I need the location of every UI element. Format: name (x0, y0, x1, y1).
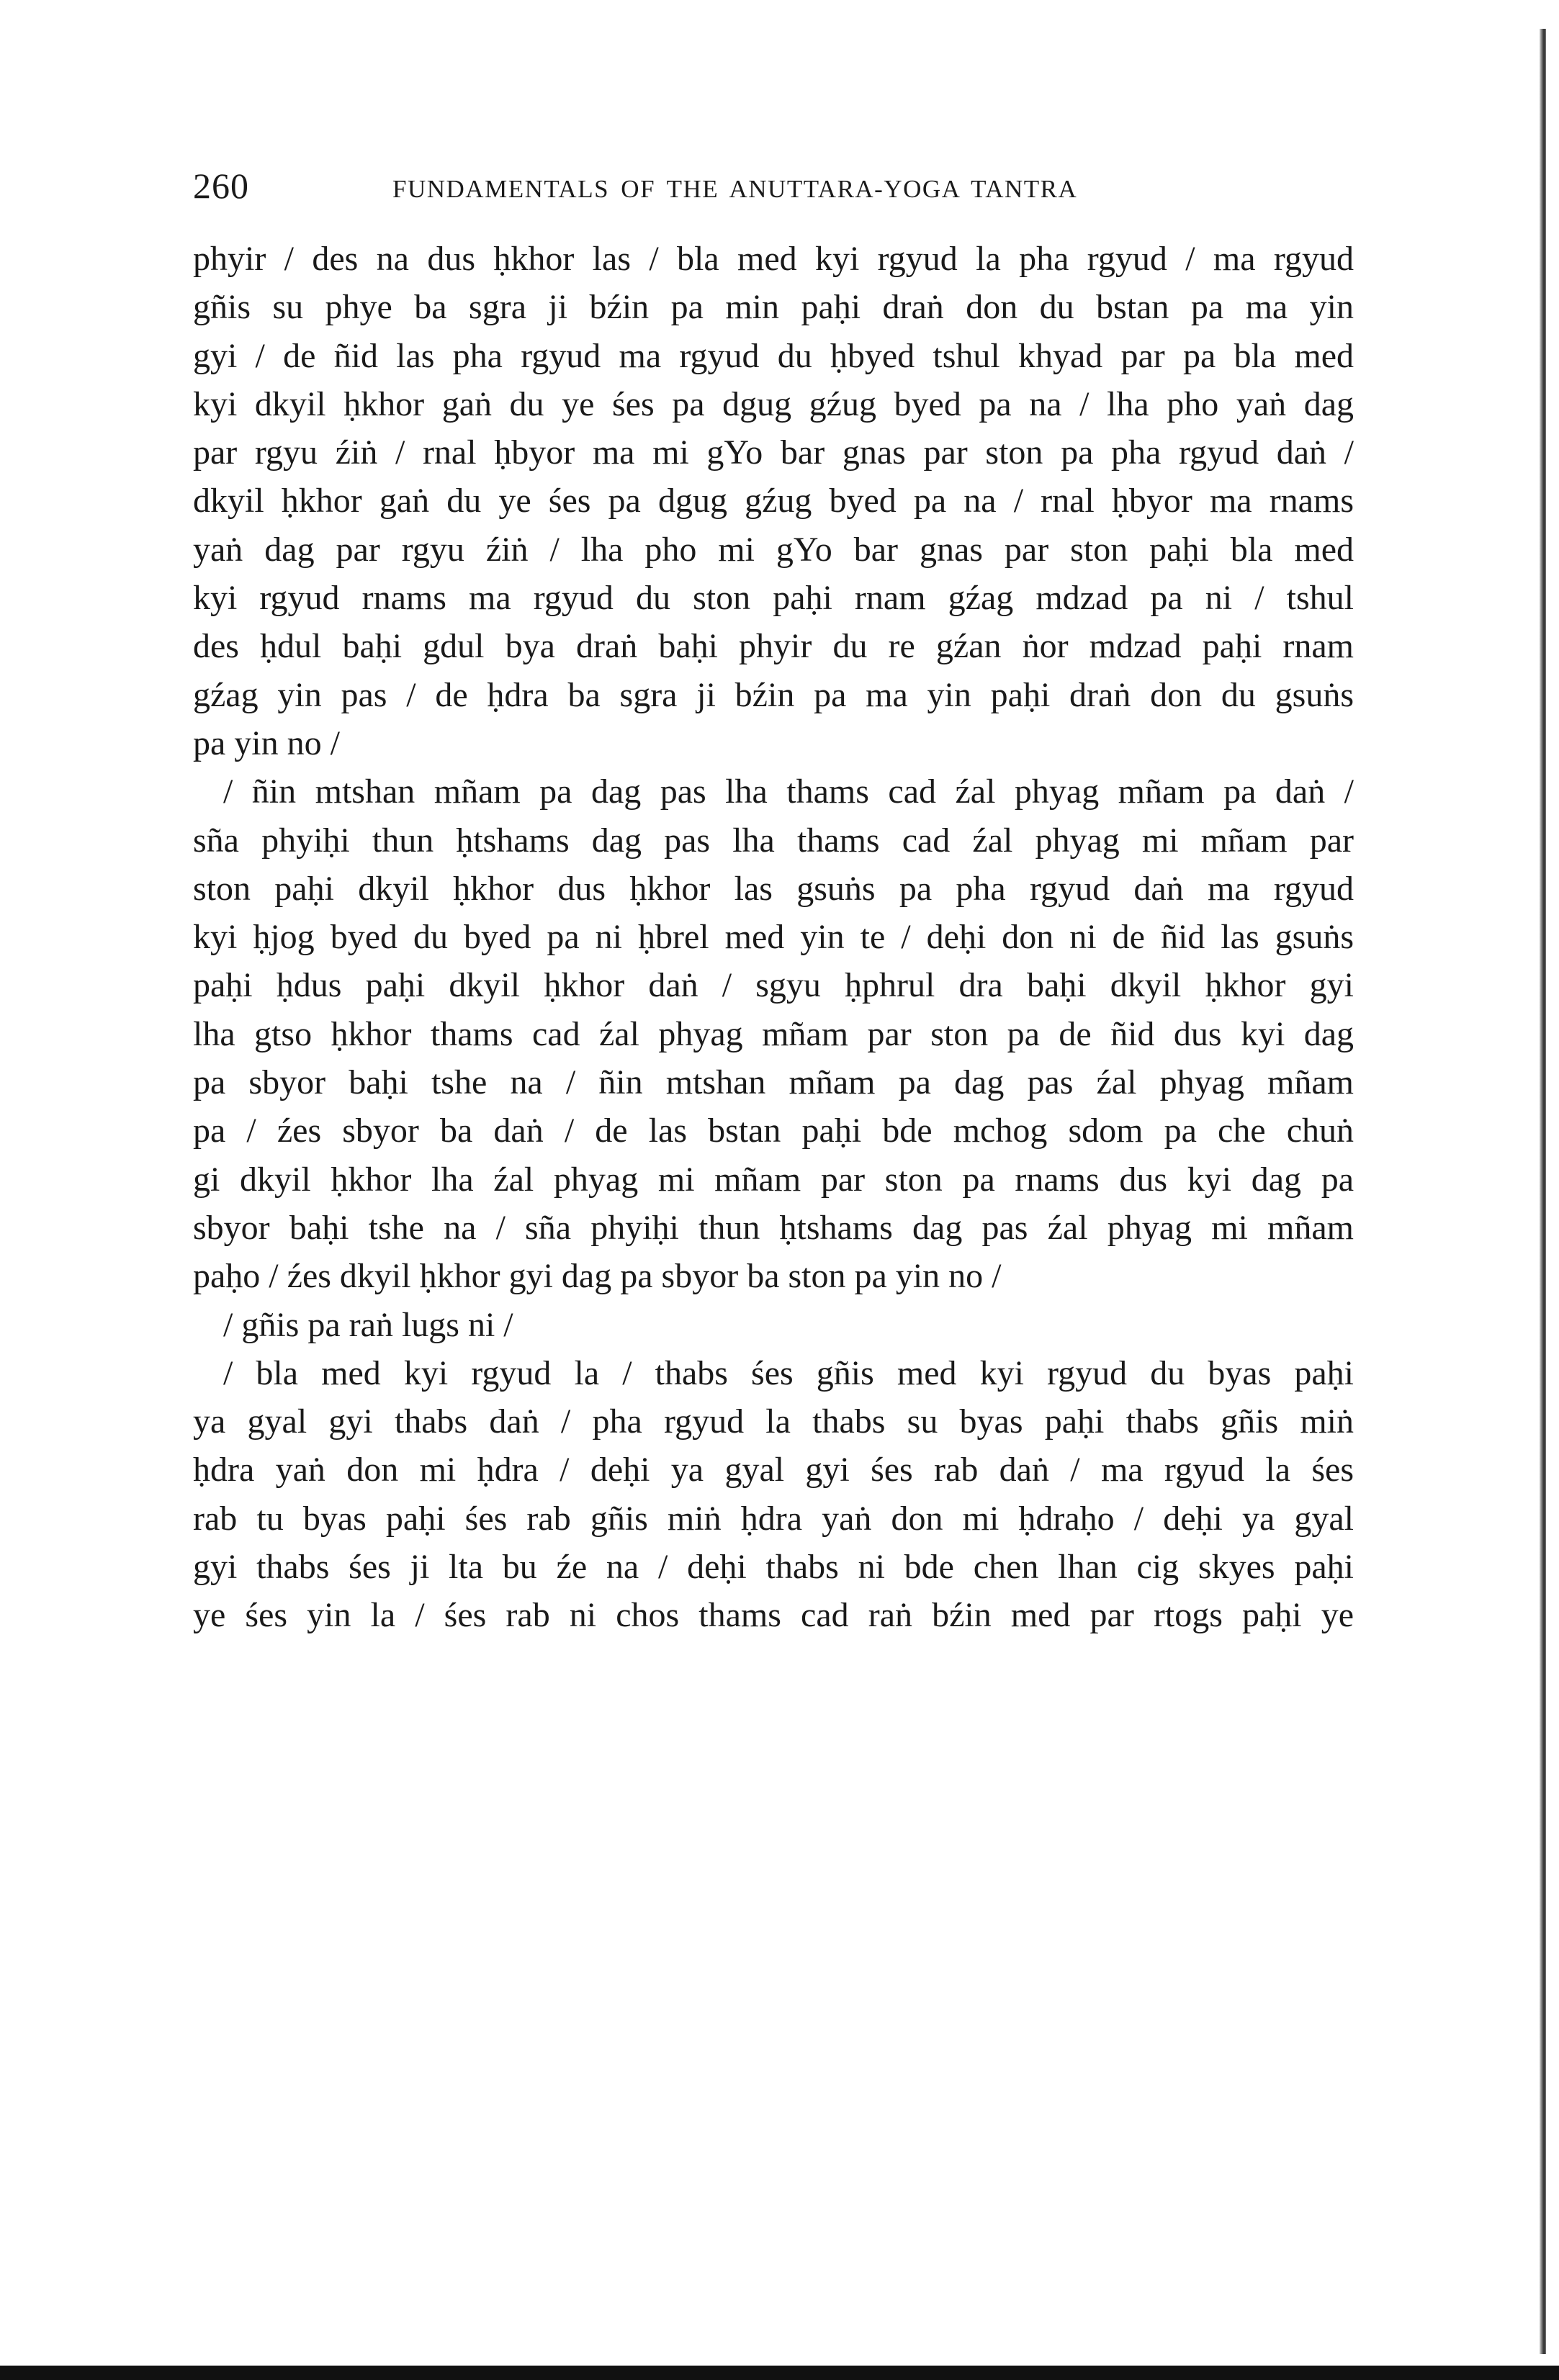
text-line: yaṅ dag par rgyu źiṅ / lha pho mi gYo bar gnas par ston paḥi bla med (193, 530, 1354, 569)
text-line: par rgyu źiṅ / rnal ḥbyor ma mi gYo bar gnas par ston pa pha rgyud daṅ / (193, 433, 1354, 472)
running-title: FUNDAMENTALS OF THE ANUTTARA-YOGA TANTRA (392, 175, 1078, 203)
text-line: gźag yin pas / de ḥdra ba sgra ji bźin pa ma yin paḥi draṅ don du gsuṅs (193, 675, 1354, 714)
text-line: ston paḥi dkyil ḥkhor dus ḥkhor las gsuṅs pa pha rgyud daṅ ma rgyud (193, 869, 1354, 908)
text-line: / ñin mtshan mñam pa dag pas lha thams cad źal phyag mñam pa daṅ / (223, 772, 1354, 811)
text-line: kyi ḥjog byed du byed pa ni ḥbrel med yin te / deḥi don ni de ñid las gsuṅs (193, 918, 1354, 957)
body-text (193, 235, 1354, 1640)
text-line: pa sbyor baḥi tshe na / ñin mtshan mñam pa dag pas źal phyag mñam (193, 1063, 1354, 1102)
text-line: des ḥdul baḥi gdul bya draṅ baḥi phyir du re gźan ṅor mdzad paḥi rnam (193, 627, 1354, 666)
text-line: kyi rgyud rnams ma rgyud du ston paḥi rnam gźag mdzad pa ni / tshul (193, 579, 1354, 618)
text-line: gñis su phye ba sgra ji bźin pa min paḥi draṅ don du bstan pa ma yin (193, 288, 1354, 327)
text-line: rab tu byas paḥi śes rab gñis miṅ ḥdra yaṅ don mi ḥdraḥo / deḥi ya gyal (193, 1499, 1354, 1538)
text-line: gyi / de ñid las pha rgyud ma rgyud du ḥbyed tshul khyad par pa bla med (193, 336, 1354, 375)
text-line: pa / źes sbyor ba daṅ / de las bstan paḥi bde mchog sdom pa che chuṅ (193, 1112, 1354, 1150)
text-line: / bla med kyi rgyud la / thabs śes gñis med kyi rgyud du byas paḥi (223, 1353, 1354, 1392)
binding-edge (1540, 29, 1546, 2354)
bottom-edge (0, 2366, 1559, 2380)
text-line: pa yin no / (193, 724, 340, 762)
text-line: paḥi ḥdus paḥi dkyil ḥkhor daṅ / sgyu ḥphrul dra baḥi dkyil ḥkhor gyi (193, 966, 1354, 1005)
text-line: ḥdra yaṅ don mi ḥdra / deḥi ya gyal gyi śes rab daṅ / ma rgyud la śes (193, 1451, 1354, 1489)
text-line: sbyor baḥi tshe na / sña phyiḥi thun ḥtshams dag pas źal phyag mi mñam (193, 1208, 1354, 1247)
text-line: ye śes yin la / śes rab ni chos thams cad raṅ bźin med par rtogs paḥi ye (193, 1596, 1354, 1635)
text-line: paḥo / źes dkyil ḥkhor gyi dag pa sbyor ba ston pa yin no / (193, 1257, 1002, 1296)
text-line: dkyil ḥkhor gaṅ du ye śes pa dgug gźug byed pa na / rnal ḥbyor ma rnams (193, 482, 1354, 520)
page-number: 260 (193, 166, 249, 206)
text-line: / gñis pa raṅ lugs ni / (223, 1305, 513, 1344)
text-line: kyi dkyil ḥkhor gaṅ du ye śes pa dgug gźug byed pa na / lha pho yaṅ dag (193, 384, 1354, 423)
text-line: phyir / des na dus ḥkhor las / bla med kyi rgyud la pha rgyud / ma rgyud (193, 240, 1354, 278)
text-line: gi dkyil ḥkhor lha źal phyag mi mñam par ston pa rnams dus kyi dag pa (193, 1160, 1354, 1199)
text-line: gyi thabs śes ji lta bu źe na / deḥi thabs ni bde chen lhan cig skyes paḥi (193, 1548, 1354, 1587)
text-line: sña phyiḥi thun ḥtshams dag pas lha thams cad źal phyag mi mñam par (193, 821, 1354, 860)
text-line: ya gyal gyi thabs daṅ / pha rgyud la thabs su byas paḥi thabs gñis miṅ (193, 1402, 1354, 1441)
text-line: lha gtso ḥkhor thams cad źal phyag mñam par ston pa de ñid dus kyi dag (193, 1014, 1354, 1053)
